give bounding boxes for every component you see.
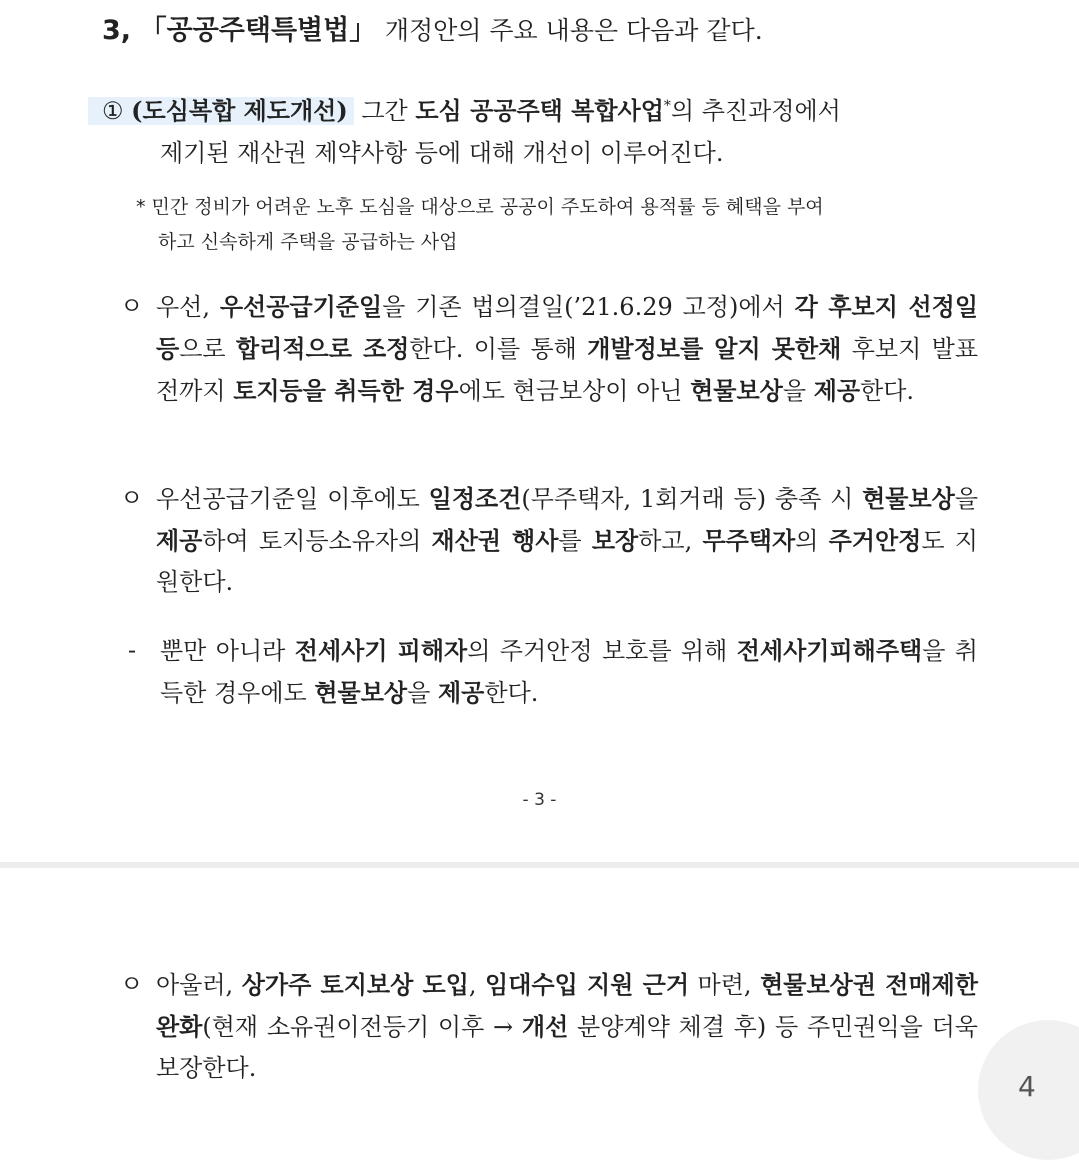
text-run: 하여 토지등소유자의 — [202, 527, 432, 555]
document-page-4 — [0, 868, 1079, 1100]
bold-run: 각 후보지 선정일 등 — [156, 292, 979, 363]
bold-run: 무주택자 — [702, 526, 796, 555]
bold-run: 우선공급기준일 — [219, 292, 383, 321]
bold-run: 개발정보를 알지 못한채 — [587, 334, 842, 363]
footnote-text: 민간 정비가 어려운 노후 도심을 대상으로 공공이 주도하여 용적률 등 혜택을 부여 — [151, 196, 824, 218]
text-run: 으로 — [179, 335, 236, 363]
item-title: (도심복합 제도개선) — [131, 96, 348, 125]
bold-run: 제공 — [813, 376, 861, 405]
text-run: 도 지원한다. — [156, 527, 978, 596]
page-number: - 3 - — [522, 790, 557, 810]
footnote-mark: * — [663, 98, 671, 114]
text-run: 아울러, — [156, 971, 242, 999]
footnote-line-1 — [136, 190, 981, 225]
text-run: 을 — [407, 679, 438, 707]
bullet-text — [156, 964, 978, 1089]
bold-run: 보장 — [591, 526, 639, 555]
dash-mark: - — [128, 636, 137, 664]
bullet-mark: ㅇ — [120, 484, 144, 512]
text-run: 분양계약 체결 후) 등 주민권익을 더욱 보장한다. — [156, 1013, 978, 1082]
text-run: 을 — [782, 377, 814, 405]
text-run: 를 — [558, 527, 592, 555]
bullet-text — [156, 286, 978, 412]
text-run: (현재 소유권이전등기 이후 → — [202, 1013, 522, 1041]
section-number: 3, — [102, 15, 132, 46]
text-run: 의 — [795, 527, 829, 555]
bullet-resident-rights — [120, 964, 978, 1089]
text-run: 우선, — [156, 293, 220, 321]
item-urban-complex — [102, 90, 982, 174]
text-run: , — [468, 971, 486, 999]
text-run: 하고, — [638, 527, 703, 555]
bullet-priority-supply — [120, 286, 978, 412]
bold-run: 재산권 행사 — [431, 526, 559, 555]
bold-run: 제공 — [156, 526, 203, 555]
bold-run: 제공 — [437, 678, 485, 707]
footnote-asterisk: * — [136, 196, 146, 218]
bold-run: 개선 — [521, 1012, 569, 1041]
item-bold-text: 도심 공공주택 복합사업 — [415, 96, 664, 125]
text-run: 마련, — [689, 971, 761, 999]
bold-run: 전세사기 피해자 — [294, 636, 468, 665]
text-run: 후보지 발표 전까지 — [156, 335, 978, 405]
sub-bullet-jeonse-victims — [128, 630, 978, 714]
bold-run: 토지등을 취득한 경우 — [233, 376, 459, 405]
bullet-mark: ㅇ — [120, 970, 144, 998]
bold-run: 주거안정 — [828, 526, 922, 555]
bold-run: 합리적으로 조정 — [235, 334, 410, 363]
text-run: 을 취득한 경우에도 — [160, 637, 978, 707]
bold-run: 현물보상 — [862, 484, 955, 513]
text-run: 을 기존 법의결일(’21.6.29 고정)에서 — [382, 293, 795, 321]
sub-bullet-text — [160, 630, 978, 714]
bold-run: 현물보상 — [690, 376, 783, 405]
item-title-highlight — [88, 97, 354, 125]
bullet-conditional-compensation — [120, 478, 978, 603]
bold-run: 현물보상권 전매제한 완화 — [156, 970, 979, 1041]
circle-number: ① — [102, 97, 124, 125]
bullet-mark: ㅇ — [120, 292, 144, 320]
text-run: 한다. 이를 통해 — [409, 335, 588, 363]
page-indicator-number[interactable]: 4 — [1018, 1070, 1036, 1103]
item-line-2: 제기된 재산권 제약사항 등에 대해 개선이 이루어진다. — [160, 139, 724, 167]
text-run: 뿐만 아니라 — [160, 637, 295, 665]
bold-run: 상가주 토지보상 도입 — [241, 970, 469, 999]
footnote — [136, 190, 981, 260]
heading-text: 개정안의 주요 내용은 다음과 같다. — [384, 16, 763, 45]
text-run: 한다. — [484, 679, 539, 707]
text-run: 한다. — [860, 377, 915, 405]
item-line-1 — [102, 90, 982, 132]
text-run: (무주택자, 1회거래 등) 충족 시 — [521, 485, 863, 513]
item-text: 의 추진과정에서 — [670, 97, 841, 125]
text-run: 에도 현금보상이 아닌 — [458, 377, 691, 405]
bold-run: 일정조건 — [428, 484, 522, 513]
text-run: 을 — [954, 485, 979, 513]
bold-run: 현물보상 — [314, 678, 408, 707]
bold-run: 임대수입 지원 근거 — [485, 970, 690, 999]
bullet-text — [156, 478, 978, 603]
text-run: 의 주거안정 보호를 위해 — [467, 637, 737, 665]
item-text: 그간 — [361, 97, 408, 125]
section-heading — [102, 12, 763, 50]
text-run: 우선공급기준일 이후에도 — [156, 485, 429, 513]
footnote-line-2: 하고 신속하게 주택을 공급하는 사업 — [158, 231, 458, 253]
bold-run: 전세사기피해주택 — [736, 636, 923, 665]
law-title: 「공공주택특별법」 — [139, 15, 377, 46]
